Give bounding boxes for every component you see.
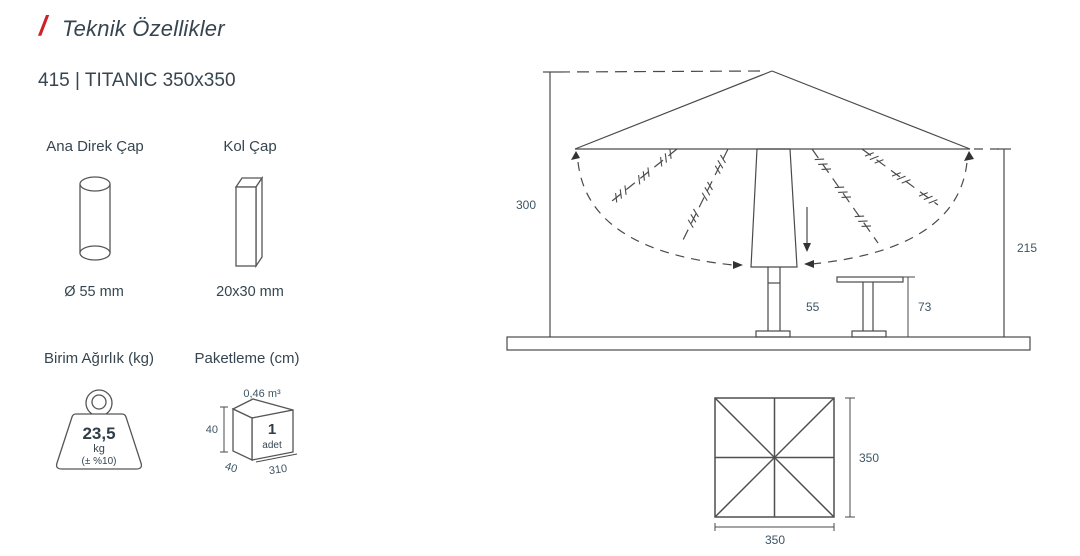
package-box-icon xyxy=(220,399,297,462)
unit-weight-label: Birim Ağırlık (kg) xyxy=(43,350,155,367)
cylinder-icon xyxy=(80,177,110,260)
product-title: 415 | TITANIC 350x350 xyxy=(38,70,236,91)
unit-weight-tolerance: (± %10) xyxy=(81,456,117,467)
package-length-dim: 310 xyxy=(268,462,288,478)
umbrella-top-view xyxy=(715,398,855,531)
section-title: Teknik Özellikler xyxy=(62,16,225,41)
arm-value: 20x30 mm xyxy=(216,284,284,300)
package-depth-dim: 40 xyxy=(223,460,239,476)
main-pole-label: Ana Direk Çap xyxy=(46,138,144,155)
package-quantity: 1 xyxy=(267,421,277,438)
main-pole-value: Ø 55 mm xyxy=(64,284,124,300)
pole-dim: 55 xyxy=(806,300,820,314)
topview-width-dim: 350 xyxy=(764,533,786,547)
package-volume: 0,46 m³ xyxy=(243,388,281,400)
table-drawing xyxy=(837,277,915,337)
package-height-dim: 40 xyxy=(205,424,218,436)
table-height-dim: 73 xyxy=(918,300,932,314)
topview-height-dim: 350 xyxy=(859,451,880,465)
umbrella-side-view xyxy=(507,71,1030,350)
packaging-label: Paketleme (cm) xyxy=(194,350,300,367)
total-height-dim: 300 xyxy=(515,198,536,212)
unit-weight-unit: kg xyxy=(93,443,105,455)
clearance-height-dim: 215 xyxy=(1017,241,1038,255)
arm-label: Kol Çap xyxy=(223,138,277,155)
unit-weight-value: 23,5 xyxy=(82,424,116,443)
square-profile-icon xyxy=(236,178,262,266)
title-accent-slash: / xyxy=(39,10,47,41)
package-quantity-unit: adet xyxy=(262,440,282,451)
